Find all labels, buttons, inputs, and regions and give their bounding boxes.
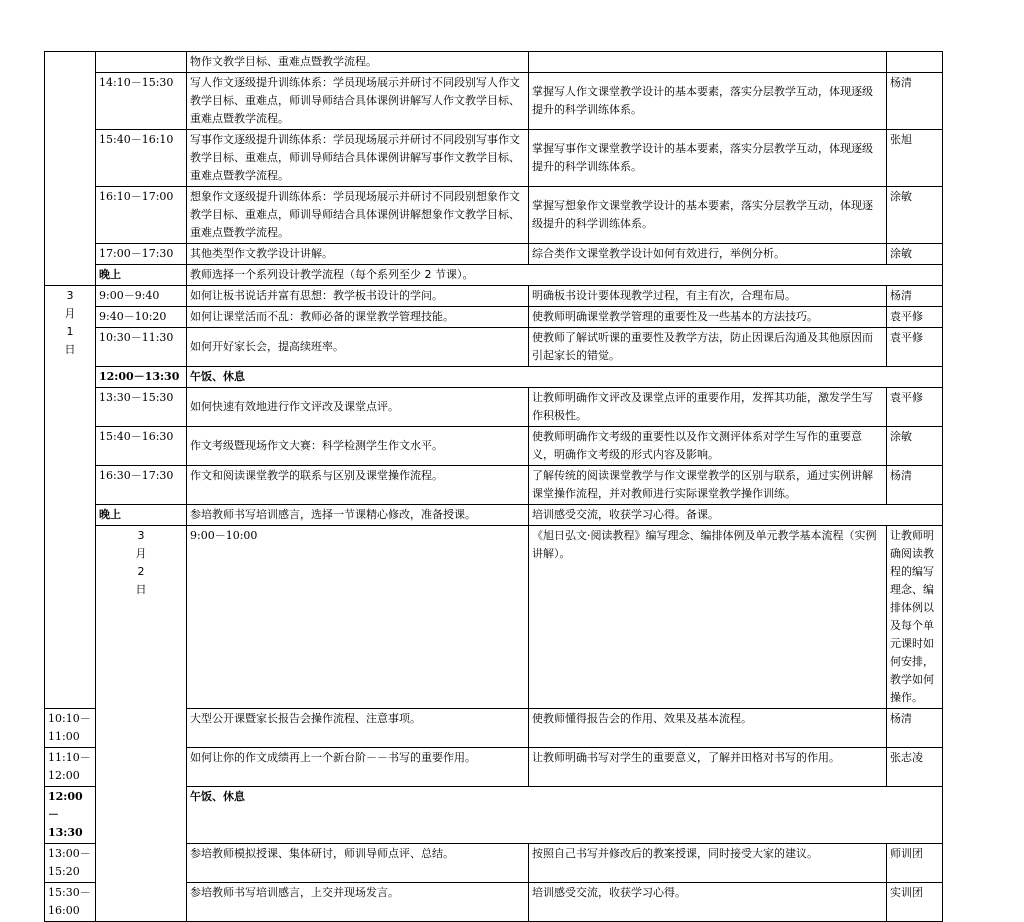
time-cell: 15:40－16:30 [96,427,187,466]
evening-label: 晚上 [96,265,187,286]
time-cell: 16:30－17:30 [96,466,187,505]
teacher-cell: 杨清 [887,466,943,505]
lunch-time: 12:00－13:30 [45,787,96,844]
goal-cell: 使教师了解试听课的重要性及教学方法，防止因课后沟通及其他原因而引起家长的错觉。 [529,328,887,367]
topic-cell: 大型公开课暨家长报告会操作流程、注意事项。 [187,709,529,748]
time-cell: 9:00－9:40 [96,286,187,307]
teacher-cell [887,52,943,73]
table-row [45,286,943,307]
topic-cell: 如何快速有效地进行作文评改及课堂点评。 [187,388,529,427]
time-cell: 15:40－16:10 [96,130,187,187]
goal-cell: 掌握写事作文课堂教学设计的基本要素，落实分层教学互动，体现逐级提升的科学训练体系。 [529,130,887,187]
teacher-cell: 张志凌 [887,748,943,787]
evening-label: 晚上 [96,505,187,526]
topic-cell: 《旭日弘文·阅读教程》编写理念、编排体例及单元教学基本流程（实例讲解）。 [529,526,887,709]
teacher-cell: 师训团 [887,844,943,883]
goal-cell: 了解传统的阅读课堂教学与作文课堂教学的区别与联系，通过实例讲解课堂操作流程，并对教师进行实际课堂教学操作训练。 [529,466,887,505]
goal-cell: 让教师明确书写对学生的重要意义，了解并田格对书写的作用。 [529,748,887,787]
goal-cell: 让教师明确阅读教程的编写理念、编排体例以及每个单元课时如何安排，教学如何操作。 [887,526,943,709]
table-row [45,265,943,286]
goal-cell: 培训感受交流，收获学习心得。 [529,883,887,922]
teacher-cell: 杨清 [887,73,943,130]
time-cell: 9:40－10:20 [96,307,187,328]
evening-text: 教师选择一个系列设计教学流程（每个系列至少 2 节课）。 [187,265,943,286]
day-label-mar1: 3 月 1 日 [45,286,96,709]
time-cell: 10:30－11:30 [96,328,187,367]
time-cell: 9:00－10:00 [187,526,529,709]
table-row [45,244,943,265]
goal-cell: 掌握写人作文课堂教学设计的基本要素，落实分层教学互动，体现逐级提升的科学训练体系。 [529,73,887,130]
goal-cell: 使教师懂得报告会的作用、效果及基本流程。 [529,709,887,748]
teacher-cell: 涂敏 [887,187,943,244]
lunch-time: 12:00－13:30 [96,367,187,388]
time-cell: 13:00－15:20 [45,844,96,883]
teacher-cell: 袁平修 [887,307,943,328]
topic-cell: 如何开好家长会，提高续班率。 [187,328,529,367]
evening-goal: 培训感受交流，收获学习心得。备课。 [529,505,943,526]
table-row [45,388,943,427]
teacher-cell: 杨清 [887,709,943,748]
teacher-cell: 袁平修 [887,328,943,367]
table-row [45,526,943,709]
table-row [45,73,943,130]
table-row [45,328,943,367]
day-label-mar2: 3 月 2 日 [96,526,187,922]
goal-cell: 综合类作文课堂教学设计如何有效进行，举例分析。 [529,244,887,265]
topic-cell: 其他类型作文教学设计讲解。 [187,244,529,265]
topic-cell: 写人作文逐级提升训练体系：学员现场展示并研讨不同段别写人作文教学目标、重难点，师训导师结合具体课例讲解写人作文教学目标、重难点暨教学流程。 [187,73,529,130]
time-cell: 13:30－15:30 [96,388,187,427]
table-row [45,187,943,244]
teacher-cell: 袁平修 [887,388,943,427]
lunch-text: 午饭、休息 [187,787,943,844]
evening-topic: 参培教师书写培训感言，选择一节课精心修改，准备授课。 [187,505,529,526]
table-row [45,307,943,328]
table-row [45,427,943,466]
time-cell: 16:10－17:00 [96,187,187,244]
teacher-cell: 杨清 [887,286,943,307]
teacher-cell: 涂敏 [887,427,943,466]
topic-cell: 参培教师模拟授课、集体研讨，师训导师点评、总结。 [187,844,529,883]
goal-cell: 使教师明确课堂教学管理的重要性及一些基本的方法技巧。 [529,307,887,328]
schedule-table [44,51,943,922]
table-row [45,466,943,505]
topic-cell: 物作文教学目标、重难点暨教学流程。 [187,52,529,73]
time-cell: 14:10－15:30 [96,73,187,130]
goal-cell: 使教师明确作文考级的重要性以及作文测评体系对学生写作的重要意义，明确作文考级的形式内容及影响。 [529,427,887,466]
topic-cell: 写事作文逐级提升训练体系：学员现场展示并研讨不同段别写事作文教学目标、重难点，师训导师结合具体课例讲解写事作文教学目标、重难点暨教学流程。 [187,130,529,187]
topic-cell: 参培教师书写培训感言，上交并现场发言。 [187,883,529,922]
teacher-cell: 涂敏 [887,244,943,265]
goal-cell: 让教师明确作文评改及课堂点评的重要作用，发挥其功能，激发学生写作积极性。 [529,388,887,427]
topic-cell: 如何让你的作文成绩再上一个新台阶－－书写的重要作用。 [187,748,529,787]
time-cell: 11:10－12:00 [45,748,96,787]
time-cell: 15:30－16:00 [45,883,96,922]
lunch-text: 午饭、休息 [187,367,943,388]
table-row [45,130,943,187]
time-cell: 17:00－17:30 [96,244,187,265]
teacher-cell: 实训团 [887,883,943,922]
goal-cell: 按照自己书写并修改后的教案授课，同时接受大家的建议。 [529,844,887,883]
day-cell [45,52,96,286]
topic-cell: 如何让课堂活而不乱：教师必备的课堂教学管理技能。 [187,307,529,328]
goal-cell [529,52,887,73]
time-cell: 10:10－11:00 [45,709,96,748]
table-row [45,52,943,73]
teacher-cell: 张旭 [887,130,943,187]
topic-cell: 作文和阅读课堂教学的联系与区别及课堂操作流程。 [187,466,529,505]
topic-cell: 想象作文逐级提升训练体系：学员现场展示并研讨不同段别想象作文教学目标、重难点，师训导师结合具体课例讲解想象作文教学目标、重难点暨教学流程。 [187,187,529,244]
table-row [45,367,943,388]
goal-cell: 掌握写想象作文课堂教学设计的基本要素，落实分层教学互动，体现逐级提升的科学训练体系。 [529,187,887,244]
time-cell [96,52,187,73]
topic-cell: 如何让板书说话并富有思想：教学板书设计的学问。 [187,286,529,307]
goal-cell: 明确板书设计要体现教学过程，有主有次，合理布局。 [529,286,887,307]
topic-cell: 作文考级暨现场作文大赛：科学检测学生作文水平。 [187,427,529,466]
table-row [45,505,943,526]
